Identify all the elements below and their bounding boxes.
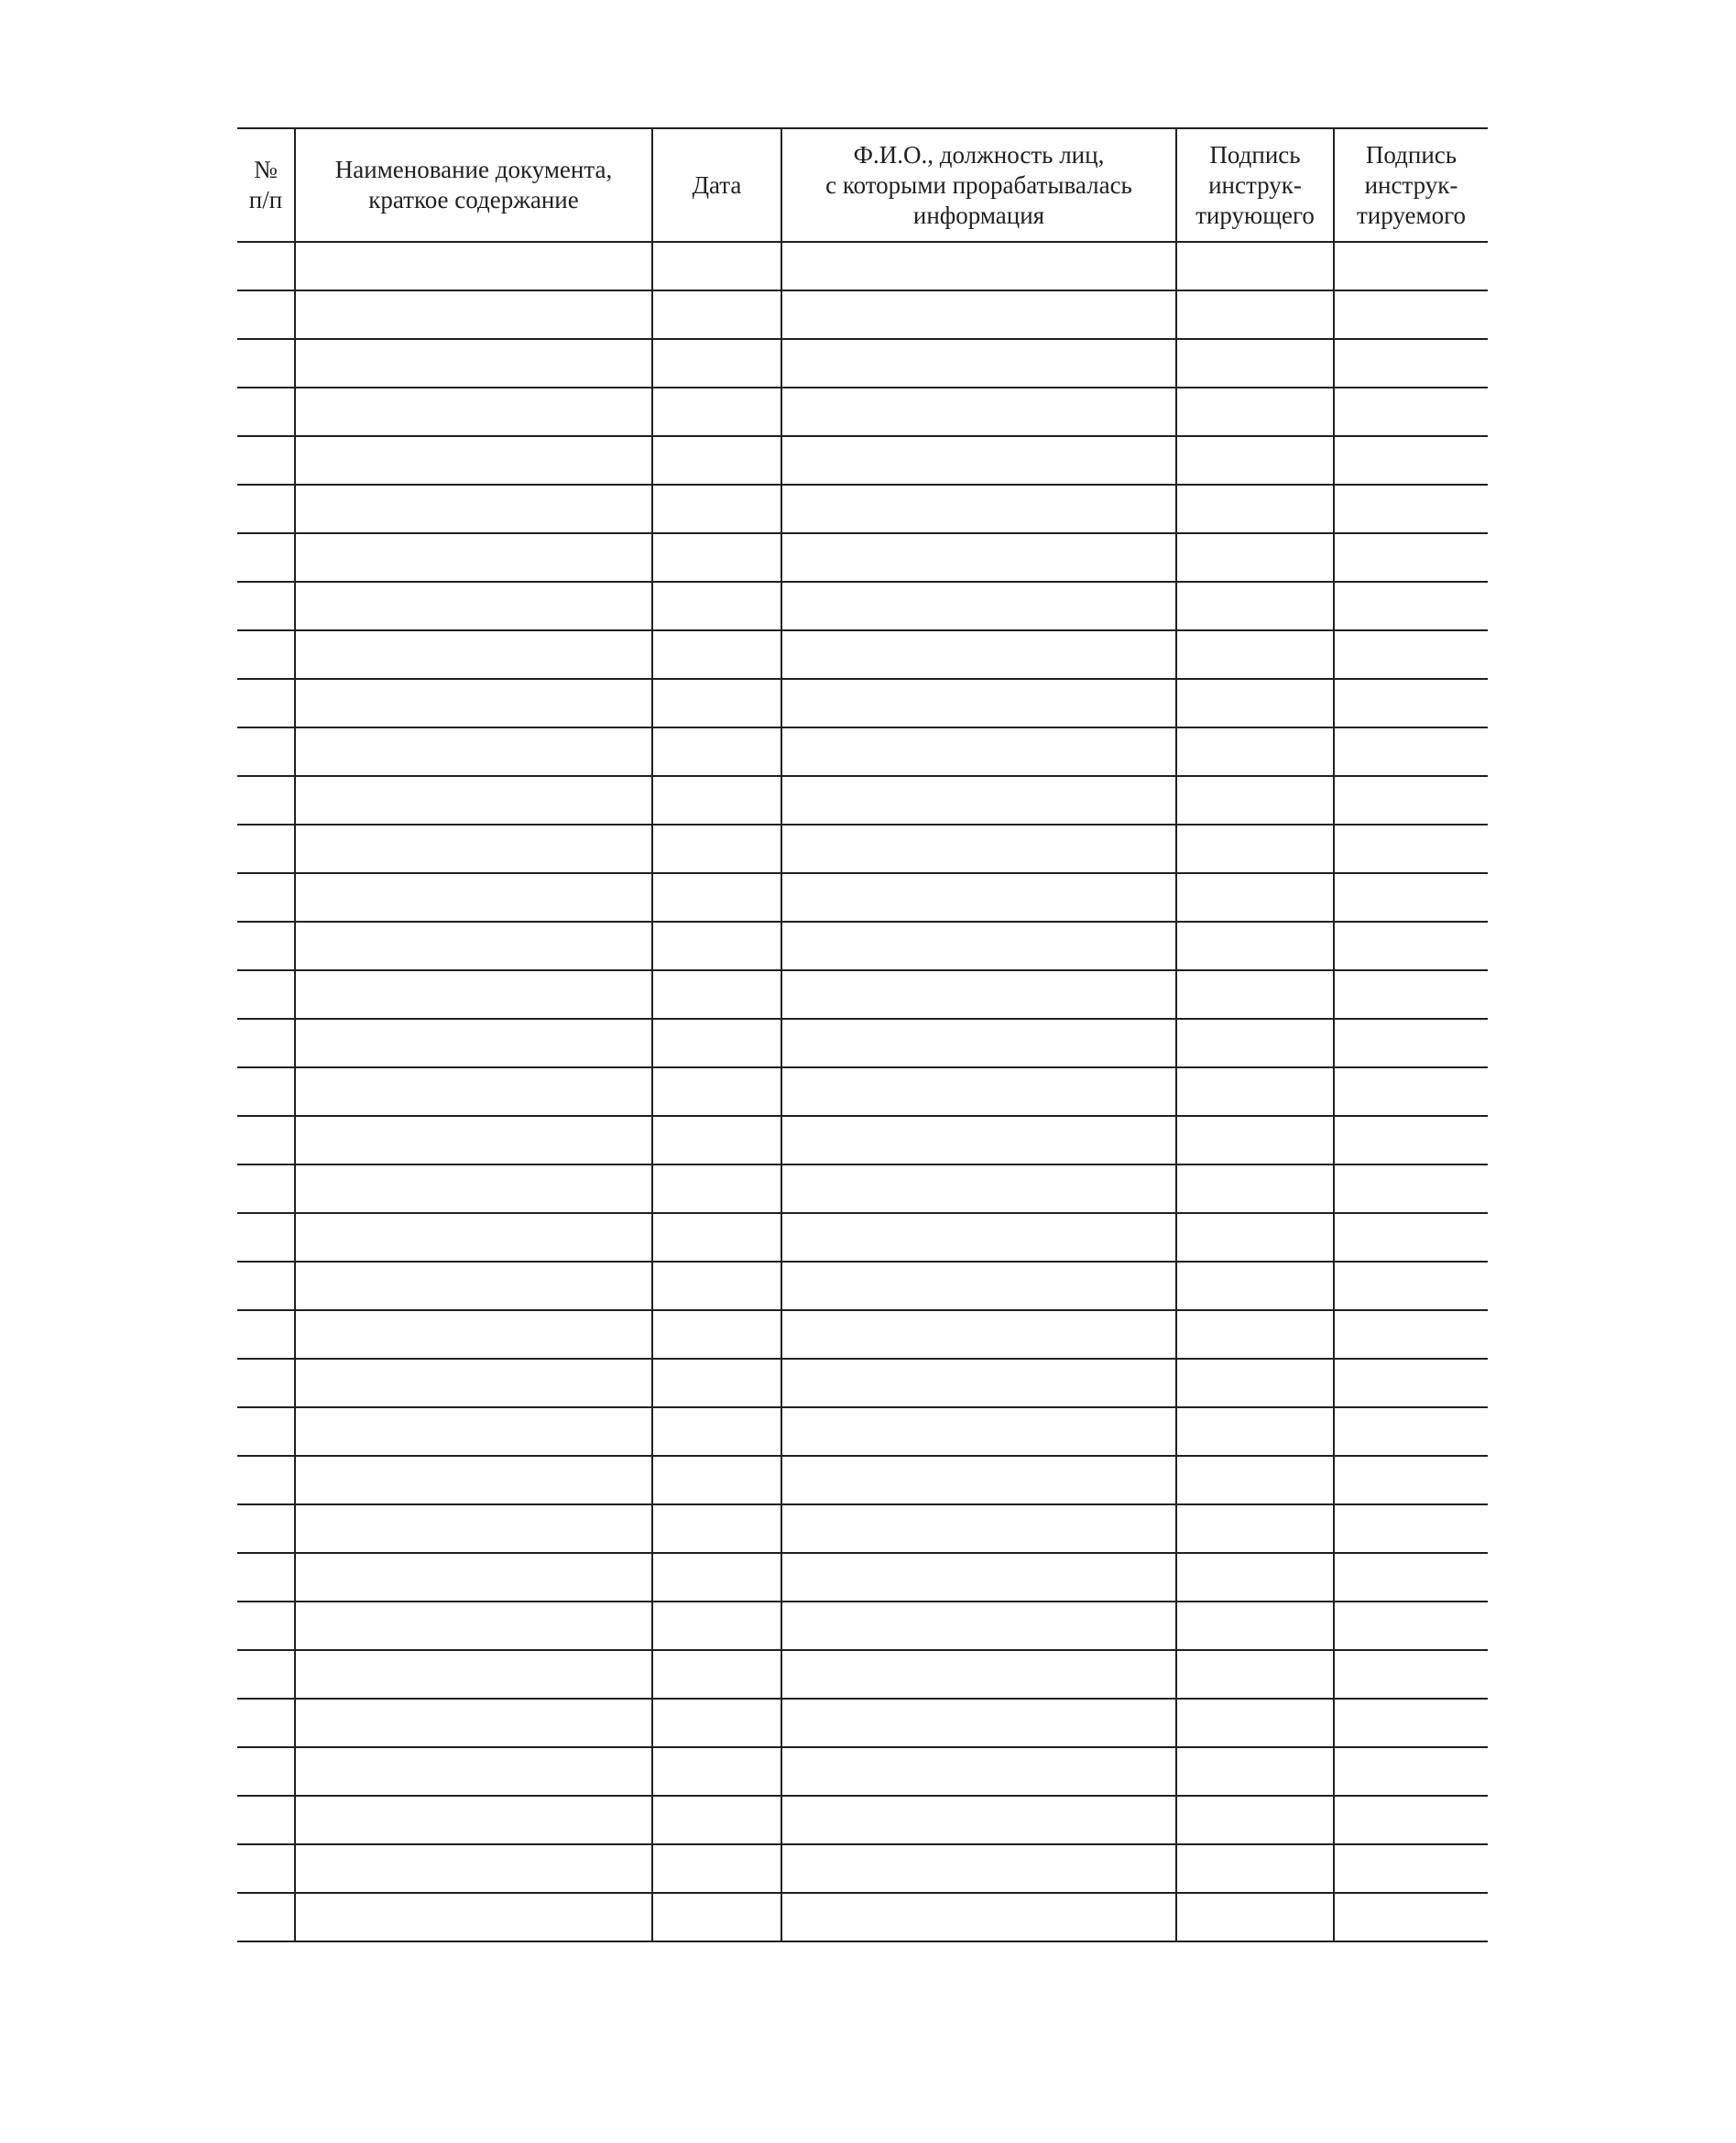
cell-persons xyxy=(781,727,1176,776)
table-body xyxy=(237,242,1488,1941)
cell-instructed-signature xyxy=(1334,776,1488,825)
cell-document-name xyxy=(295,630,652,679)
table-row xyxy=(237,776,1488,825)
cell-persons xyxy=(781,922,1176,970)
table-row xyxy=(237,388,1488,436)
cell-number xyxy=(237,1650,295,1699)
cell-number xyxy=(237,1310,295,1359)
table-row xyxy=(237,533,1488,582)
cell-date xyxy=(652,679,781,727)
cell-persons xyxy=(781,1796,1176,1844)
cell-instructed-signature xyxy=(1334,1310,1488,1359)
cell-instructed-signature xyxy=(1334,1602,1488,1650)
cell-number xyxy=(237,1262,295,1310)
cell-persons xyxy=(781,533,1176,582)
cell-instructed-signature xyxy=(1334,1019,1488,1067)
cell-instructed-signature xyxy=(1334,1796,1488,1844)
cell-persons xyxy=(781,873,1176,922)
table-row xyxy=(237,1796,1488,1844)
cell-instructed-signature xyxy=(1334,922,1488,970)
cell-persons xyxy=(781,1116,1176,1164)
cell-instructed-signature xyxy=(1334,1456,1488,1504)
cell-instructor-signature xyxy=(1176,1407,1334,1456)
cell-instructed-signature xyxy=(1334,1699,1488,1747)
cell-persons xyxy=(781,679,1176,727)
cell-instructor-signature xyxy=(1176,1164,1334,1213)
table-row xyxy=(237,1019,1488,1067)
cell-date xyxy=(652,242,781,290)
cell-instructed-signature xyxy=(1334,970,1488,1019)
cell-date xyxy=(652,970,781,1019)
cell-date xyxy=(652,1602,781,1650)
cell-instructor-signature xyxy=(1176,582,1334,630)
cell-document-name xyxy=(295,727,652,776)
table-row xyxy=(237,1893,1488,1941)
cell-date xyxy=(652,388,781,436)
table-row xyxy=(237,1553,1488,1602)
cell-instructed-signature xyxy=(1334,1747,1488,1796)
cell-instructed-signature xyxy=(1334,727,1488,776)
cell-instructor-signature xyxy=(1176,1019,1334,1067)
cell-instructed-signature xyxy=(1334,485,1488,533)
cell-number xyxy=(237,1893,295,1941)
table-row xyxy=(237,1164,1488,1213)
table-row xyxy=(237,1213,1488,1262)
cell-persons xyxy=(781,1019,1176,1067)
cell-instructor-signature xyxy=(1176,1553,1334,1602)
cell-instructed-signature xyxy=(1334,290,1488,339)
cell-instructed-signature xyxy=(1334,388,1488,436)
cell-persons xyxy=(781,1893,1176,1941)
cell-instructor-signature xyxy=(1176,1504,1334,1553)
cell-document-name xyxy=(295,1747,652,1796)
cell-number xyxy=(237,1456,295,1504)
cell-document-name xyxy=(295,1310,652,1359)
cell-date xyxy=(652,1699,781,1747)
cell-number xyxy=(237,339,295,388)
cell-document-name xyxy=(295,873,652,922)
cell-persons xyxy=(781,1602,1176,1650)
cell-persons xyxy=(781,388,1176,436)
cell-document-name xyxy=(295,1116,652,1164)
cell-number xyxy=(237,970,295,1019)
cell-document-name xyxy=(295,436,652,485)
cell-document-name xyxy=(295,1067,652,1116)
cell-date xyxy=(652,825,781,873)
cell-instructed-signature xyxy=(1334,242,1488,290)
cell-instructor-signature xyxy=(1176,873,1334,922)
cell-persons xyxy=(781,1650,1176,1699)
cell-date xyxy=(652,1553,781,1602)
table-row xyxy=(237,727,1488,776)
cell-instructor-signature xyxy=(1176,533,1334,582)
table-row xyxy=(237,242,1488,290)
cell-persons xyxy=(781,436,1176,485)
cell-persons xyxy=(781,1213,1176,1262)
table-row xyxy=(237,922,1488,970)
cell-persons xyxy=(781,1067,1176,1116)
cell-persons xyxy=(781,1844,1176,1893)
cell-document-name xyxy=(295,339,652,388)
cell-persons xyxy=(781,1164,1176,1213)
cell-instructor-signature xyxy=(1176,485,1334,533)
cell-instructed-signature xyxy=(1334,1407,1488,1456)
cell-number xyxy=(237,1699,295,1747)
cell-number xyxy=(237,873,295,922)
table-row xyxy=(237,339,1488,388)
cell-document-name xyxy=(295,1699,652,1747)
cell-date xyxy=(652,1456,781,1504)
cell-number xyxy=(237,388,295,436)
cell-date xyxy=(652,1407,781,1456)
table-row xyxy=(237,1844,1488,1893)
cell-instructed-signature xyxy=(1334,533,1488,582)
cell-date xyxy=(652,1310,781,1359)
cell-document-name xyxy=(295,1650,652,1699)
cell-number xyxy=(237,922,295,970)
cell-instructor-signature xyxy=(1176,1213,1334,1262)
cell-date xyxy=(652,1019,781,1067)
table-row xyxy=(237,1359,1488,1407)
cell-date xyxy=(652,922,781,970)
cell-instructor-signature xyxy=(1176,1602,1334,1650)
cell-instructed-signature xyxy=(1334,339,1488,388)
cell-persons xyxy=(781,970,1176,1019)
cell-instructor-signature xyxy=(1176,388,1334,436)
cell-number xyxy=(237,485,295,533)
cell-document-name xyxy=(295,1407,652,1456)
cell-date xyxy=(652,1359,781,1407)
cell-date xyxy=(652,1067,781,1116)
cell-instructor-signature xyxy=(1176,339,1334,388)
cell-number xyxy=(237,727,295,776)
header-document-name: Наименование документа, краткое содержание xyxy=(295,128,652,242)
cell-number xyxy=(237,679,295,727)
table-row xyxy=(237,436,1488,485)
cell-document-name xyxy=(295,1456,652,1504)
cell-number xyxy=(237,1553,295,1602)
cell-number xyxy=(237,1116,295,1164)
cell-number xyxy=(237,582,295,630)
cell-number xyxy=(237,776,295,825)
cell-number xyxy=(237,1602,295,1650)
cell-number xyxy=(237,1359,295,1407)
cell-persons xyxy=(781,242,1176,290)
header-date: Дата xyxy=(652,128,781,242)
cell-instructor-signature xyxy=(1176,290,1334,339)
cell-instructor-signature xyxy=(1176,1699,1334,1747)
cell-instructor-signature xyxy=(1176,825,1334,873)
cell-document-name xyxy=(295,1796,652,1844)
cell-number xyxy=(237,242,295,290)
cell-instructed-signature xyxy=(1334,679,1488,727)
cell-instructed-signature xyxy=(1334,825,1488,873)
cell-date xyxy=(652,436,781,485)
cell-date xyxy=(652,290,781,339)
cell-date xyxy=(652,1213,781,1262)
table-row xyxy=(237,970,1488,1019)
cell-instructor-signature xyxy=(1176,1116,1334,1164)
cell-instructed-signature xyxy=(1334,630,1488,679)
cell-persons xyxy=(781,1310,1176,1359)
cell-persons xyxy=(781,1456,1176,1504)
cell-date xyxy=(652,533,781,582)
cell-persons xyxy=(781,1699,1176,1747)
cell-instructed-signature xyxy=(1334,436,1488,485)
cell-document-name xyxy=(295,582,652,630)
cell-persons xyxy=(781,582,1176,630)
cell-persons xyxy=(781,825,1176,873)
cell-document-name xyxy=(295,1164,652,1213)
cell-persons xyxy=(781,339,1176,388)
cell-number xyxy=(237,436,295,485)
cell-date xyxy=(652,1650,781,1699)
cell-date xyxy=(652,776,781,825)
table-row xyxy=(237,630,1488,679)
cell-instructor-signature xyxy=(1176,436,1334,485)
table-row xyxy=(237,290,1488,339)
cell-instructor-signature xyxy=(1176,1262,1334,1310)
cell-persons xyxy=(781,1359,1176,1407)
header-instructed-signature: Подпись инструк- тируемого xyxy=(1334,128,1488,242)
table-row xyxy=(237,1262,1488,1310)
cell-date xyxy=(652,339,781,388)
cell-instructed-signature xyxy=(1334,582,1488,630)
cell-instructor-signature xyxy=(1176,970,1334,1019)
cell-instructor-signature xyxy=(1176,679,1334,727)
cell-instructed-signature xyxy=(1334,1504,1488,1553)
cell-persons xyxy=(781,630,1176,679)
cell-date xyxy=(652,1504,781,1553)
cell-instructor-signature xyxy=(1176,776,1334,825)
cell-instructed-signature xyxy=(1334,873,1488,922)
cell-date xyxy=(652,1796,781,1844)
header-instructor-signature: Подпись инструк- тирующего xyxy=(1176,128,1334,242)
table-row xyxy=(237,1650,1488,1699)
cell-number xyxy=(237,1844,295,1893)
cell-document-name xyxy=(295,776,652,825)
cell-instructed-signature xyxy=(1334,1844,1488,1893)
cell-document-name xyxy=(295,1262,652,1310)
cell-date xyxy=(652,485,781,533)
header-persons: Ф.И.О., должность лиц, с которыми прорабатывалась информация xyxy=(781,128,1176,242)
cell-number xyxy=(237,1019,295,1067)
cell-instructor-signature xyxy=(1176,1747,1334,1796)
table-row xyxy=(237,582,1488,630)
cell-date xyxy=(652,1164,781,1213)
cell-instructor-signature xyxy=(1176,242,1334,290)
cell-instructed-signature xyxy=(1334,1164,1488,1213)
cell-date xyxy=(652,1116,781,1164)
table-row xyxy=(237,873,1488,922)
cell-document-name xyxy=(295,1893,652,1941)
cell-instructed-signature xyxy=(1334,1650,1488,1699)
cell-instructor-signature xyxy=(1176,1310,1334,1359)
cell-date xyxy=(652,1262,781,1310)
table-row xyxy=(237,825,1488,873)
table-row xyxy=(237,485,1488,533)
cell-document-name xyxy=(295,1844,652,1893)
cell-instructor-signature xyxy=(1176,1067,1334,1116)
cell-document-name xyxy=(295,388,652,436)
cell-document-name xyxy=(295,533,652,582)
cell-number xyxy=(237,1796,295,1844)
cell-date xyxy=(652,1844,781,1893)
cell-instructed-signature xyxy=(1334,1213,1488,1262)
cell-number xyxy=(237,1067,295,1116)
cell-document-name xyxy=(295,1019,652,1067)
cell-persons xyxy=(781,776,1176,825)
cell-document-name xyxy=(295,1602,652,1650)
table-row xyxy=(237,1602,1488,1650)
cell-number xyxy=(237,1747,295,1796)
cell-number xyxy=(237,1504,295,1553)
cell-instructor-signature xyxy=(1176,1456,1334,1504)
instruction-log-table xyxy=(237,127,1488,1942)
cell-persons xyxy=(781,1747,1176,1796)
cell-number xyxy=(237,290,295,339)
cell-instructed-signature xyxy=(1334,1262,1488,1310)
cell-date xyxy=(652,582,781,630)
cell-date xyxy=(652,630,781,679)
cell-document-name xyxy=(295,1553,652,1602)
table-row xyxy=(237,1407,1488,1456)
cell-instructor-signature xyxy=(1176,727,1334,776)
cell-instructor-signature xyxy=(1176,922,1334,970)
table-row xyxy=(237,1699,1488,1747)
cell-document-name xyxy=(295,1504,652,1553)
cell-date xyxy=(652,873,781,922)
cell-instructor-signature xyxy=(1176,1650,1334,1699)
cell-persons xyxy=(781,290,1176,339)
cell-document-name xyxy=(295,1359,652,1407)
table-row xyxy=(237,1456,1488,1504)
cell-instructor-signature xyxy=(1176,1796,1334,1844)
table-row xyxy=(237,1116,1488,1164)
cell-number xyxy=(237,825,295,873)
cell-persons xyxy=(781,1407,1176,1456)
table-row xyxy=(237,1504,1488,1553)
cell-instructed-signature xyxy=(1334,1116,1488,1164)
cell-instructed-signature xyxy=(1334,1893,1488,1941)
header-number: № п/п xyxy=(237,128,295,242)
table-row xyxy=(237,1310,1488,1359)
cell-document-name xyxy=(295,1213,652,1262)
table-row xyxy=(237,1747,1488,1796)
cell-date xyxy=(652,1747,781,1796)
cell-persons xyxy=(781,1504,1176,1553)
cell-instructor-signature xyxy=(1176,1893,1334,1941)
table-row xyxy=(237,1067,1488,1116)
cell-number xyxy=(237,1164,295,1213)
cell-persons xyxy=(781,1553,1176,1602)
cell-number xyxy=(237,1407,295,1456)
cell-document-name xyxy=(295,679,652,727)
cell-document-name xyxy=(295,922,652,970)
cell-document-name xyxy=(295,970,652,1019)
cell-persons xyxy=(781,485,1176,533)
cell-document-name xyxy=(295,825,652,873)
cell-instructor-signature xyxy=(1176,1844,1334,1893)
cell-instructed-signature xyxy=(1334,1359,1488,1407)
cell-number xyxy=(237,630,295,679)
cell-instructor-signature xyxy=(1176,630,1334,679)
cell-number xyxy=(237,1213,295,1262)
cell-persons xyxy=(781,1262,1176,1310)
cell-instructed-signature xyxy=(1334,1553,1488,1602)
cell-document-name xyxy=(295,485,652,533)
table-header-row xyxy=(237,128,1488,242)
cell-document-name xyxy=(295,290,652,339)
cell-instructor-signature xyxy=(1176,1359,1334,1407)
cell-document-name xyxy=(295,242,652,290)
cell-date xyxy=(652,1893,781,1941)
cell-date xyxy=(652,727,781,776)
cell-number xyxy=(237,533,295,582)
table-row xyxy=(237,679,1488,727)
cell-instructed-signature xyxy=(1334,1067,1488,1116)
